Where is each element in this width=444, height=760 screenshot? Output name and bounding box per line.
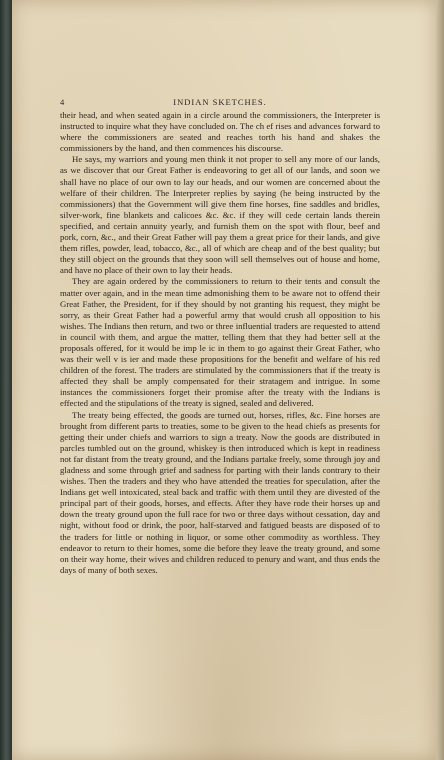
running-head: INDIAN SKETCHES. [173, 97, 267, 107]
paragraph-2: He says, my warriors and young men think it not proper to sell any more of our lands, as we discover that our Great Father is endeavoring to get all of our lands, and soon we shall have no place of our own to lay our heads, and our women are concerned about the welfare of their children. The Interpreter replies by saying (he being instructed by the commissioners) that the Government will give them fine horses, fine saddles and bridles, silver-work, fine blankets and calicoes &c. &c. if they will cede certain lands therein specified, and certain annuity yearly, and furnish them on the spot with flour, beef and pork, corn, &c., and their Great Father will pay them a great price for their lands, and give them rifles, powder, lead, tobacco, &c., all of which are cheap and of the best quality; but they still object on the grounds that they soon will sell themselves out of house and home, and have no place of their own to lay their heads. [60, 154, 380, 276]
page-number: 4 [60, 97, 65, 107]
paragraph-4: The treaty being effected, the goods are turned out, horses, rifles, &c. Fine horses are brought from different parts to treaties, some to be given to the head chiefs as presents for getting their under chiefs and warriors to sign a treaty. Now the goods are distributed in parcles tumbled out on the ground, whiskey is then introduced which is kept in readiness not far distant from the treaty ground, and the Indians partake freely, some through joy and gladness and some through grief and sadness for parting with their lands contrary to their wishes. Then the traders and they who have attended the treaties for speculation, after the Indians get well intoxicated, steal back and traffic with them until they are divested of the principal part of their goods, horses, and effects. After they have rode their horses up and down the treaty ground upon the full race for two or three days without cessation, day and night, without food or drink, the poor, half-starved and fatigued beasts are disposed of to the traders for little or nothing in liquor, or some other commodity as worthless. They endeavor to return to their homes, some die before they leave the treaty ground, and some on their way home, their wives and children reduced to penury and want, and thus ends the days of many of both sexes. [60, 409, 380, 575]
page-header [60, 97, 380, 109]
paragraph-3: They are again ordered by the commissioners to return to their tents and consult the matter over again, and in the mean time admonishing them to be aware not to offend their Great Father, the President, for if they should by not granting his request, they might be sorry, as their Great Father had a powerful army that would crush all opposition to his wishes. The Indians then return, and two or three influential traders are requested to attend in council with them, and argue the matter, telling them that they had better sell at the proposals offered, for it would be imp le ic in them to go against their Great Father, who was their well v is ier and made these propositions for the benefit and welfare of his red children of the forest. The traders are stimulated by the commissioners that if the treaty is affected they shall be amply compensated for their stratagem and intrigue. In some instances the commissioners forget their promise after the treaty with the Indians is effected and the stipulations of the treaty is signed, sealed and delivered. [60, 276, 380, 409]
body-text [60, 110, 380, 576]
page-edge [436, 0, 444, 760]
paragraph-1: their head, and when seated again in a circle around the commissioners, the Interpreter is instructed to inquire what they have concluded on. The ch ef rises and advances forward to where the commissioners are seated and reaches torth his hand and shakes the commissioners by the hand, and then commences his discourse. [60, 110, 380, 154]
book-spine [0, 0, 10, 760]
